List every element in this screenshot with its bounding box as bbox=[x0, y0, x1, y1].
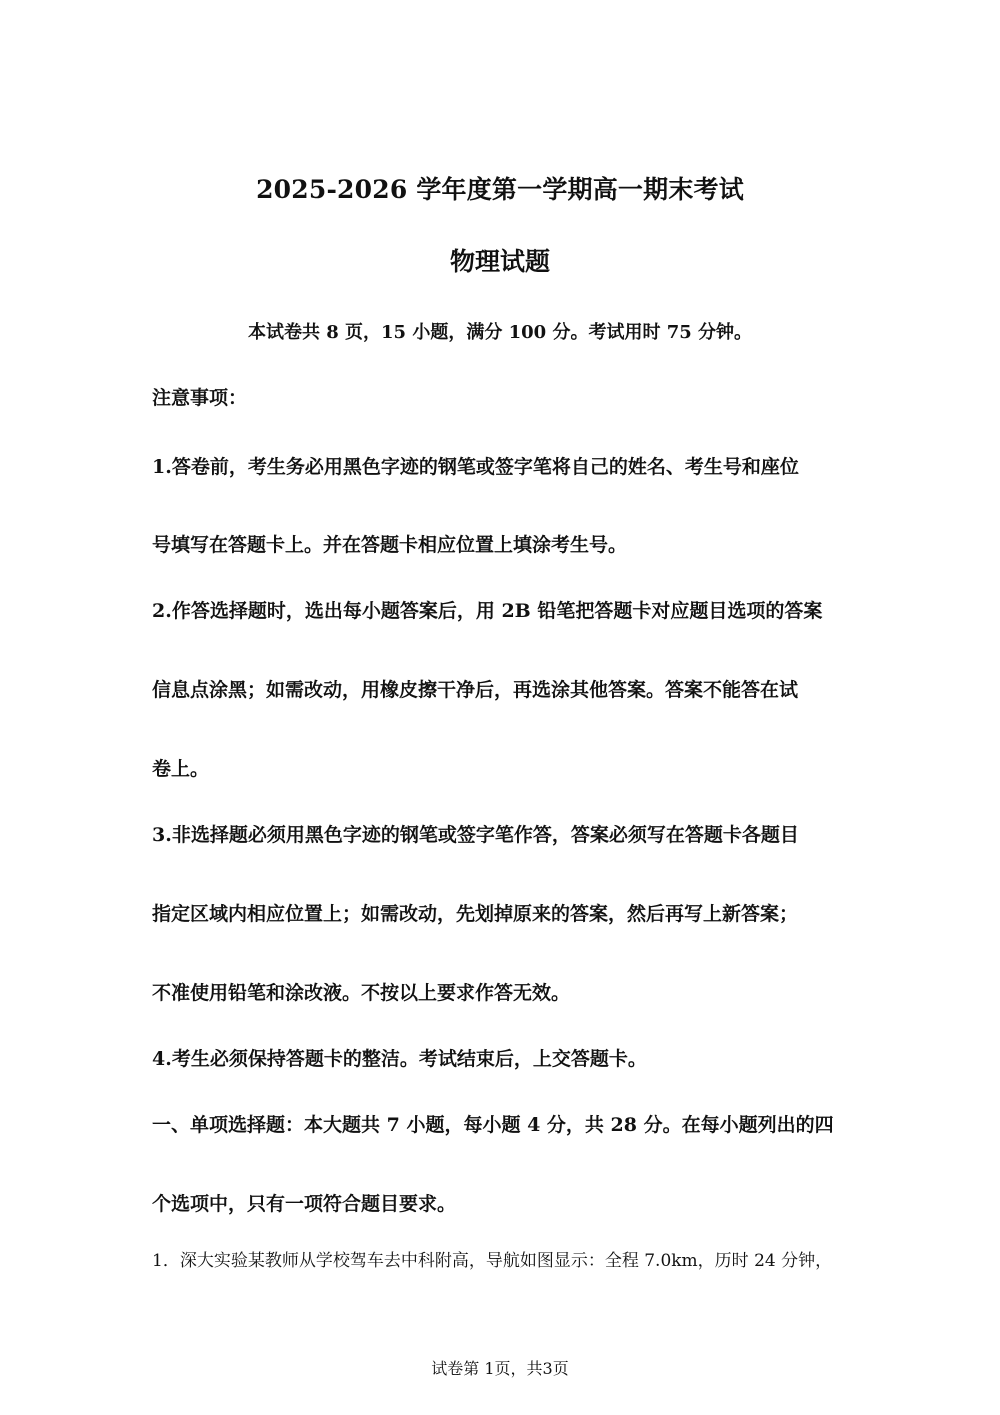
notice-line: 卷上。 bbox=[152, 758, 210, 780]
exam-info: 本试卷共 8 页，15 小题，满分 100 分。考试用时 75 分钟。 bbox=[247, 322, 753, 343]
section-heading: 个选项中，只有一项符合题目要求。 bbox=[152, 1193, 457, 1215]
notice-heading: 注意事项： bbox=[152, 387, 248, 409]
exam-subtitle: 物理试题 bbox=[449, 247, 550, 276]
question-1-text: 1．深大实验某教师从学校驾车去中科附高，导航如图显示：全程 7.0km，历时 24 分钟， bbox=[152, 1251, 833, 1271]
notice-line: 指定区域内相应位置上；如需改动，先划掉原来的答案，然后再写上新答案； bbox=[152, 903, 799, 925]
page-footer: 试卷第 1页，共3页 bbox=[431, 1359, 569, 1378]
notice-line: 3.非选择题必须用黑色字迹的钢笔或签字笔作答，答案必须写在答题卡各题目 bbox=[152, 824, 799, 846]
notice-line: 4.考生必须保持答题卡的整洁。考试结束后，上交答题卡。 bbox=[152, 1048, 647, 1070]
notice-line: 不准使用铅笔和涂改液。不按以上要求作答无效。 bbox=[152, 982, 571, 1004]
section-heading: 一、单项选择题：本大题共 7 小题，每小题 4 分，共 28 分。在每小题列出的四 bbox=[152, 1114, 834, 1136]
notice-line: 1.答卷前，考生务必用黑色字迹的钢笔或签字笔将自己的姓名、考生号和座位 bbox=[152, 456, 799, 478]
notice-line: 2.作答选择题时，选出每小题答案后，用 2B 铅笔把答题卡对应题目选项的答案 bbox=[152, 600, 823, 622]
notice-line: 信息点涂黑；如需改动，用橡皮擦干净后，再选涂其他答案。答案不能答在试 bbox=[152, 679, 799, 701]
exam-title: 2025-2026 学年度第一学期高一期末考试 bbox=[256, 175, 744, 204]
notice-line: 号填写在答题卡上。并在答题卡相应位置上填涂考生号。 bbox=[152, 534, 628, 556]
